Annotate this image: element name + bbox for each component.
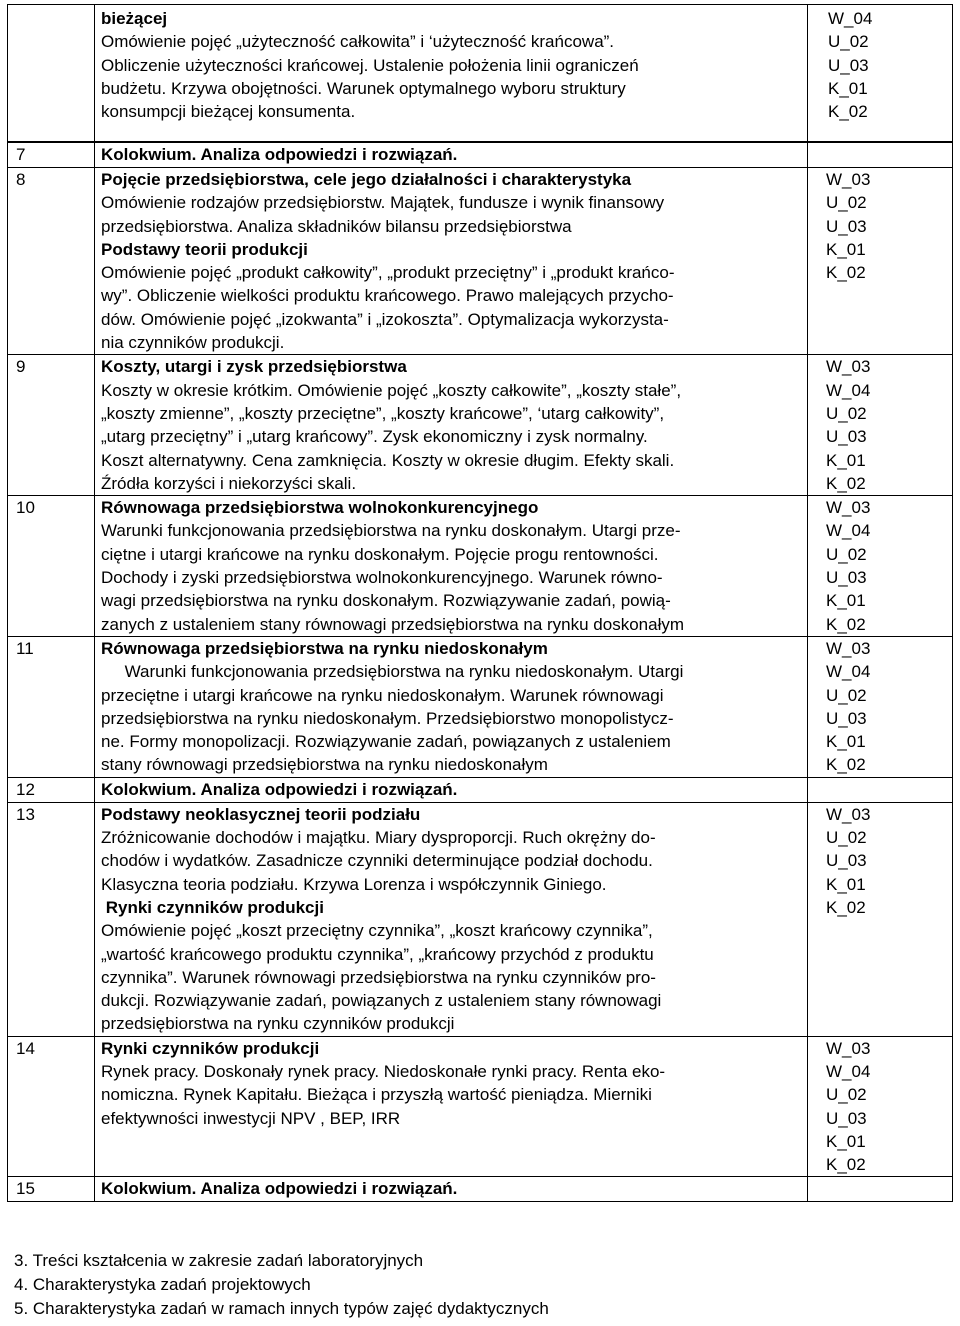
topic-line: Klasyczna teoria podziału. Krzywa Lorenza i współczynnik Giniego. [101, 874, 607, 894]
topic-line: Obliczenie użyteczności krańcowej. Ustalenie położenia linii ograniczeń [101, 55, 639, 75]
topic-cell [95, 636, 808, 777]
outcome-code: U_02 [826, 193, 867, 213]
outcome-code: K_01 [826, 591, 866, 611]
topic-line: czynnika”. Warunek równowagi przedsiębiorstwa na rynku czynników pro- [101, 967, 656, 987]
table-row [8, 636, 953, 777]
outcome-code: K_02 [826, 614, 866, 634]
outcome-code: W_04 [826, 662, 871, 682]
outcome-codes-cell [808, 1177, 953, 1202]
outcome-code: K_01 [826, 874, 866, 894]
row-number: 7 [16, 145, 26, 164]
outcome-code: K_01 [826, 239, 866, 259]
footer-item: 4. Charakterystyka zadań projektowych [14, 1275, 311, 1294]
outcome-code: U_03 [826, 851, 867, 871]
outcome-code: W_03 [826, 804, 871, 824]
topic-line: Dochody i zyski przedsiębiorstwa wolnokonkurencyjnego. Warunek równo- [101, 568, 663, 588]
topic-line: przedsiębiorstwa. Analiza składników bilansu przedsiębiorstwa [101, 216, 572, 236]
row-number: 10 [16, 498, 35, 518]
topic-line: ne. Formy monopolizacji. Rozwiązywanie zadań, powiązanych z ustaleniem [101, 732, 671, 752]
outcome-code: U_02 [826, 403, 867, 423]
outcome-code: U_02 [826, 544, 867, 564]
table-row [8, 777, 953, 802]
row-number: 13 [16, 804, 35, 824]
row-number-cell [8, 143, 95, 168]
outcome-codes-cell [808, 777, 953, 802]
table-row [8, 143, 953, 168]
outcome-codes-cell [808, 143, 953, 168]
row-number-cell [8, 1036, 95, 1177]
outcome-codes-cell [808, 355, 953, 496]
row-number: 12 [16, 779, 35, 799]
row-number-cell [8, 496, 95, 637]
topic-line: efektywności inwestycji NPV , BEP, IRR [101, 1108, 401, 1128]
outcome-codes-cell [808, 496, 953, 637]
outcome-codes-cell [808, 636, 953, 777]
topic-heading: Rynki czynników produkcji [101, 1038, 320, 1058]
topic-line: „wartość krańcowego produktu czynnika”, „krańcowy przychód z produktu [101, 944, 654, 964]
topic-heading: Równowaga przedsiębiorstwa na rynku niedoskonałym [101, 638, 548, 658]
row-number-cell [8, 5, 95, 142]
syllabus-table-top [7, 4, 953, 142]
topic-heading: Rynki czynników produkcji [101, 897, 324, 917]
outcome-code: U_03 [826, 568, 867, 588]
outcome-code: U_03 [826, 216, 867, 236]
topic-heading: Kolokwium. Analiza odpowiedzi i rozwiązań. [101, 1179, 458, 1199]
outcome-code: K_02 [826, 263, 866, 283]
outcome-code: U_03 [826, 1108, 867, 1128]
topic-line: budżetu. Krzywa obojętności. Warunek optymalnego wyboru struktury [101, 78, 626, 98]
row-number-cell [8, 777, 95, 802]
outcome-code: W_03 [826, 1038, 871, 1058]
topic-cell [95, 1177, 808, 1202]
topic-line: „utarg przeciętny” i „utarg krańcowy”. Zysk ekonomiczny i zysk normalny. [101, 427, 648, 447]
outcome-code: U_02 [826, 685, 867, 705]
topic-heading: Kolokwium. Analiza odpowiedzi i rozwiązań. [101, 145, 458, 164]
outcome-codes-cell [808, 1036, 953, 1177]
topic-heading: Równowaga przedsiębiorstwa wolnokonkurencyjnego [101, 498, 539, 518]
topic-cell [95, 1036, 808, 1177]
table-row [8, 168, 953, 355]
topic-line: wagi przedsiębiorstwa na rynku doskonałym. Rozwiązywanie zadań, powią- [101, 591, 671, 611]
footer-item: 5. Charakterystyka zadań w ramach innych typów zajęć dydaktycznych [14, 1299, 549, 1318]
outcome-codes-cell [808, 802, 953, 1036]
topic-line: konsumpcji bieżącej konsumenta. [101, 102, 356, 122]
outcome-code: W_03 [826, 170, 871, 189]
outcome-code: K_01 [826, 732, 866, 752]
topic-line: nia czynników produkcji. [101, 333, 285, 353]
topic-line: ciętne i utargi krańcowe na rynku doskonałym. Pojęcie progu rentowności. [101, 544, 659, 564]
topic-cell [95, 777, 808, 802]
topic-line: Omówienie rodzajów przedsiębiorstw. Majątek, fundusze i wynik finansowy [101, 193, 665, 213]
topic-line: chodów i wydatków. Zasadnicze czynniki determinujące podział dochodu. [101, 851, 653, 871]
outcome-codes-cell [808, 168, 953, 355]
outcome-code: U_03 [828, 55, 869, 75]
table-row [8, 1036, 953, 1177]
topic-line: Warunki funkcjonowania przedsiębiorstwa na rynku doskonałym. Utargi prze- [101, 521, 681, 541]
topic-line: nomiczna. Rynek Kapitału. Bieżąca i przyszłą wartość pieniądza. Mierniki [101, 1085, 652, 1105]
outcome-code: K_01 [826, 1131, 866, 1151]
topic-cell [95, 5, 808, 142]
outcome-code: U_02 [828, 32, 869, 52]
table-row [8, 802, 953, 1036]
syllabus-table [7, 142, 953, 1202]
topic-cell [95, 168, 808, 355]
topic-cell [95, 802, 808, 1036]
topic-heading: Podstawy teorii produkcji [101, 239, 308, 259]
topic-line: „koszty zmienne”, „koszty przeciętne”, „koszty krańcowe”, ‘utarg całkowity”, [101, 403, 665, 423]
topic-line: Omówienie pojęć „użyteczność całkowita” i ‘użyteczność krańcowa”. [101, 32, 615, 52]
outcome-code: K_02 [826, 473, 866, 493]
footer-list [14, 1249, 549, 1321]
outcome-code: K_01 [826, 450, 866, 470]
outcome-code: W_03 [826, 638, 871, 658]
outcome-code: W_04 [826, 521, 871, 541]
outcome-code: K_01 [828, 78, 868, 98]
outcome-codes-cell [808, 5, 953, 142]
row-number: 15 [16, 1179, 35, 1199]
topic-line: Źródła korzyści i niekorzyści skali. [101, 473, 357, 493]
topic-line: wy”. Obliczenie wielkości produktu krańcowego. Prawo malejących przycho- [101, 286, 674, 306]
topic-line: Omówienie pojęć „produkt całkowity”, „produkt przeciętny” i „produkt krańco- [101, 263, 675, 283]
table-row [8, 496, 953, 637]
outcome-code: K_02 [826, 1155, 866, 1175]
outcome-code: K_02 [828, 102, 868, 122]
table-row [8, 1177, 953, 1202]
outcome-code: U_02 [826, 1085, 867, 1105]
topic-line: przeciętne i utargi krańcowe na rynku niedoskonałym. Warunek równowagi [101, 685, 664, 705]
row-number: 9 [16, 357, 26, 377]
row-number-cell [8, 1177, 95, 1202]
table-row [8, 355, 953, 496]
footer-item: 3. Treści kształcenia w zakresie zadań laboratoryjnych [14, 1251, 424, 1270]
outcome-code: W_04 [826, 380, 871, 400]
topic-cell [95, 355, 808, 496]
topic-line: dukcji. Rozwiązywanie zadań, powiązanych z ustaleniem stany równowagi [101, 991, 662, 1011]
topic-line: Koszty w okresie krótkim. Omówienie pojęć „koszty całkowite”, „koszty stałe”, [101, 380, 682, 400]
row-number-cell [8, 802, 95, 1036]
row-number-cell [8, 168, 95, 355]
outcome-code: K_02 [826, 755, 866, 775]
topic-heading: Podstawy neoklasycznej teorii podziału [101, 804, 421, 824]
topic-line: zanych z ustaleniem stany równowagi przedsiębiorstwa na rynku doskonałym [101, 614, 685, 634]
table-row [8, 5, 953, 142]
topic-cell [95, 496, 808, 637]
outcome-code: U_02 [826, 828, 867, 848]
outcome-code: U_03 [826, 427, 867, 447]
topic-line: przedsiębiorstwa na rynku czynników produkcji [101, 1014, 455, 1034]
outcome-code: U_03 [826, 708, 867, 728]
topic-title: bieżącej [101, 9, 168, 28]
topic-line: Koszt alternatywny. Cena zamknięcia. Koszty w okresie długim. Efekty skali. [101, 450, 675, 470]
topic-line: Zróżnicowanie dochodów i majątku. Miary dysproporcji. Ruch okrężny do- [101, 828, 656, 848]
topic-line: Omówienie pojęć „koszt przeciętny czynnika”, „koszt krańcowy czynnika”, [101, 921, 653, 941]
topic-heading: Kolokwium. Analiza odpowiedzi i rozwiązań. [101, 779, 458, 799]
outcome-code: W_03 [826, 357, 871, 377]
outcome-code: W_04 [828, 9, 873, 28]
topic-line: przedsiębiorstwa na rynku niedoskonałym. Przedsiębiorstwo monopolistycz- [101, 708, 674, 728]
topic-line: stany równowagi przedsiębiorstwa na rynku niedoskonałym [101, 755, 548, 775]
outcome-code: K_02 [826, 897, 866, 917]
topic-line: dów. Omówienie pojęć „izokwanta” i „izokoszta”. Optymalizacja wykorzysta- [101, 309, 669, 329]
row-number: 14 [16, 1038, 35, 1058]
outcome-code: W_03 [826, 498, 871, 518]
topic-heading: Pojęcie przedsiębiorstwa, cele jego działalności i charakterystyka [101, 170, 632, 189]
row-number: 8 [16, 170, 26, 189]
topic-cell [95, 143, 808, 168]
row-number-cell [8, 636, 95, 777]
topic-line: Rynek pracy. Doskonały rynek pracy. Niedoskonałe rynki pracy. Renta eko- [101, 1061, 666, 1081]
outcome-code: W_04 [826, 1061, 871, 1081]
topic-heading: Koszty, utargi i zysk przedsiębiorstwa [101, 357, 407, 377]
topic-line: Warunki funkcjonowania przedsiębiorstwa na rynku niedoskonałym. Utargi [101, 662, 684, 682]
row-number: 11 [16, 638, 34, 658]
row-number-cell [8, 355, 95, 496]
